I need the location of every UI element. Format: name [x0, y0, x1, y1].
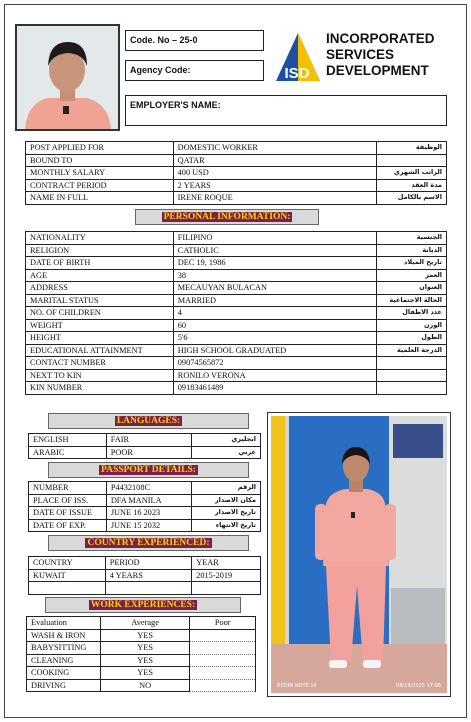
personal-row — [26, 294, 447, 307]
job-row-arabic-label: مدة العقد — [377, 179, 447, 192]
personal-row-arabic-label: الطول — [377, 332, 447, 345]
job-row-value: 400 USD — [173, 167, 376, 180]
agency-code-box: Agency Code: — [125, 60, 264, 81]
personal-row-value: CATHOLIC — [173, 244, 376, 257]
table-cell — [190, 654, 256, 667]
personal-row-value: RONILO VERONA — [173, 369, 376, 382]
passport-row — [29, 482, 261, 495]
company-line-2: SERVICES — [326, 47, 395, 62]
applicant-full-body-photo — [271, 416, 447, 693]
job-row-label: MONTHLY SALARY — [26, 167, 174, 180]
personal-row-arabic-label: تاريخ الميلاد — [377, 257, 447, 270]
personal-row — [26, 282, 447, 295]
table-cell — [190, 667, 256, 680]
job-row — [26, 167, 447, 180]
personal-row-value: 5'6 — [173, 332, 376, 345]
personal-row-arabic-label: الوزن — [377, 319, 447, 332]
passport-heading: PASSPORT DETAILS: — [48, 462, 249, 478]
personal-row-label: NEXT TO KIN — [26, 369, 174, 382]
language-row-value: FAIR — [106, 434, 192, 447]
passport-row — [29, 507, 261, 520]
column-header: Evaluation — [27, 617, 101, 630]
personal-row-value: DEC 19, 1986 — [173, 257, 376, 270]
personal-row — [26, 369, 447, 382]
personal-row-arabic-label: عدد الاطفال — [377, 307, 447, 320]
table-cell: YES — [100, 629, 189, 642]
table-cell: DRIVING — [27, 679, 101, 692]
work-row — [27, 642, 256, 655]
personal-row-label: CONTACT NUMBER — [26, 357, 174, 370]
job-row-arabic-label: الوظيفة — [377, 142, 447, 155]
passport-row — [29, 494, 261, 507]
language-row-arabic-label: عربي — [192, 446, 261, 459]
personal-row-value: MARRIED — [173, 294, 376, 307]
passport-row-value: DFA MANILA — [106, 494, 192, 507]
language-row — [29, 446, 261, 459]
personal-row-value: FILIPINO — [173, 232, 376, 245]
personal-row-value: 09074565872 — [173, 357, 376, 370]
passport-row-value: JUNE 15 2032 — [106, 519, 192, 532]
personal-row — [26, 307, 447, 320]
personal-row-label: WEIGHT — [26, 319, 174, 332]
passport-row-arabic-label: تاريخ الاصدار — [192, 507, 261, 520]
passport-row-label: DATE OF ISSUE — [29, 507, 107, 520]
personal-row — [26, 357, 447, 370]
personal-row-label: ADDRESS — [26, 282, 174, 295]
country-row — [29, 569, 261, 582]
personal-row — [26, 382, 447, 395]
table-cell — [190, 679, 256, 692]
table-cell: WASH & IRON — [27, 629, 101, 642]
personal-row-arabic-label: العمر — [377, 269, 447, 282]
personal-row-value: 4 — [173, 307, 376, 320]
personal-row — [26, 319, 447, 332]
job-row-label: POST APPLIED FOR — [26, 142, 174, 155]
passport-row-value: P4432108C — [106, 482, 192, 495]
personal-row-label: DATE OF BIRTH — [26, 257, 174, 270]
personal-row-arabic-label: الحالة الاجتماعية — [377, 294, 447, 307]
personal-row — [26, 257, 447, 270]
work-row — [27, 679, 256, 692]
personal-row-label: HEIGHT — [26, 332, 174, 345]
personal-row-label: NATIONALITY — [26, 232, 174, 245]
table-cell: CLEANING — [27, 654, 101, 667]
job-row-label: CONTRACT PERIOD — [26, 179, 174, 192]
personal-row-value: 09183461489 — [173, 382, 376, 395]
table-cell: YES — [100, 642, 189, 655]
work-heading: WORK EXPERIENCES: — [45, 597, 241, 613]
languages-heading: LANGUAGES: — [48, 413, 249, 429]
table-cell — [190, 642, 256, 655]
personal-info-heading: PERSONAL INFORMATION: — [135, 209, 319, 225]
column-header: COUNTRY — [29, 557, 106, 570]
job-row-arabic-label — [377, 154, 447, 167]
job-row — [26, 192, 447, 205]
column-header: PERIOD — [105, 557, 192, 570]
personal-row-arabic-label: الجنسية — [377, 232, 447, 245]
table-cell — [29, 582, 106, 595]
passport-row-label: NUMBER — [29, 482, 107, 495]
table-cell: 4 YEARS — [105, 569, 192, 582]
job-row-label: BOUND TO — [26, 154, 174, 167]
job-row-value: QATAR — [173, 154, 376, 167]
job-row — [26, 179, 447, 192]
job-row — [26, 142, 447, 155]
language-row — [29, 434, 261, 447]
country-heading: COUNTRY EXPERIENCED: — [48, 535, 249, 551]
table-cell: BABYSITTING — [27, 642, 101, 655]
personal-row-value: MECAUYAN BULACAN — [173, 282, 376, 295]
personal-row — [26, 232, 447, 245]
personal-row-arabic-label — [377, 357, 447, 370]
language-row-label: ARABIC — [29, 446, 107, 459]
country-row-header — [29, 557, 261, 570]
passport-row-arabic-label: تاريخ الانتهاء — [192, 519, 261, 532]
company-line-3: DEVELOPMENT — [326, 63, 429, 78]
personal-row-label: RELIGION — [26, 244, 174, 257]
applicant-portrait-photo — [15, 24, 120, 131]
job-row-value: 2 YEARS — [173, 179, 376, 192]
work-row — [27, 667, 256, 680]
code-number-box: Code. No – 25-0 — [125, 30, 264, 51]
languages-table — [28, 433, 261, 459]
column-header: Average — [100, 617, 189, 630]
passport-row-label: DATE OF EXP. — [29, 519, 107, 532]
table-cell — [105, 582, 192, 595]
job-row — [26, 154, 447, 167]
column-header: Poor — [190, 617, 256, 630]
logo-text: ISD — [284, 65, 310, 82]
passport-row-arabic-label: مكان الاصدار — [192, 494, 261, 507]
job-row-arabic-label: الراتب الشهري — [377, 167, 447, 180]
personal-row-value: 60 — [173, 319, 376, 332]
employer-name-box: EMPLOYER'S NAME: — [125, 95, 447, 126]
personal-row-label: EDUCATIONAL ATTAINMENT — [26, 344, 174, 357]
personal-row — [26, 332, 447, 345]
personal-row — [26, 344, 447, 357]
isd-logo — [272, 31, 322, 83]
job-row-label: NAME IN FULL — [26, 192, 174, 205]
table-cell: KUWAIT — [29, 569, 106, 582]
language-row-value: POOR — [106, 446, 192, 459]
language-row-arabic-label: انجليزي — [192, 434, 261, 447]
personal-table — [25, 231, 447, 395]
personal-row-arabic-label: العنوان — [377, 282, 447, 295]
work-table — [26, 616, 256, 692]
personal-row-value: 38 — [173, 269, 376, 282]
personal-row — [26, 269, 447, 282]
personal-row-arabic-label — [377, 382, 447, 395]
work-row-header — [27, 617, 256, 630]
country-row-empty — [29, 582, 261, 595]
photo-watermark-right: 08/19/2025 17:08 — [396, 683, 441, 689]
photo-watermark-left: REDMI NOTE 14 — [277, 683, 317, 689]
table-cell: 2015-2019 — [192, 569, 261, 582]
personal-row-label: MARITAL STATUS — [26, 294, 174, 307]
work-row — [27, 629, 256, 642]
personal-row — [26, 244, 447, 257]
table-cell — [190, 629, 256, 642]
job-row-arabic-label: الاسم بالكامل — [377, 192, 447, 205]
personal-row-label: AGE — [26, 269, 174, 282]
passport-row-value: JUNE 16 2023 — [106, 507, 192, 520]
passport-row-label: PLACE OF ISS. — [29, 494, 107, 507]
job-row-value: IRENE ROQUE — [173, 192, 376, 205]
country-table — [28, 556, 261, 595]
table-cell: COOKING — [27, 667, 101, 680]
language-row-label: ENGLISH — [29, 434, 107, 447]
company-name — [326, 31, 435, 79]
personal-row-label: KIN NUMBER — [26, 382, 174, 395]
passport-row — [29, 519, 261, 532]
table-cell — [192, 582, 261, 595]
passport-row-arabic-label: الرقم — [192, 482, 261, 495]
work-row — [27, 654, 256, 667]
company-line-1: INCORPORATED — [326, 31, 435, 46]
job-table — [25, 141, 447, 205]
personal-row-arabic-label: الدرجة العلمية — [377, 344, 447, 357]
table-cell: YES — [100, 654, 189, 667]
job-row-value: DOMESTIC WORKER — [173, 142, 376, 155]
table-cell: NO — [100, 679, 189, 692]
personal-row-value: HIGH SCHOOL GRADUATED — [173, 344, 376, 357]
column-header: YEAR — [192, 557, 261, 570]
personal-row-arabic-label — [377, 369, 447, 382]
table-cell: YES — [100, 667, 189, 680]
passport-table — [28, 481, 261, 532]
personal-row-label: NO. OF CHILDREN — [26, 307, 174, 320]
personal-row-arabic-label: الديانة — [377, 244, 447, 257]
